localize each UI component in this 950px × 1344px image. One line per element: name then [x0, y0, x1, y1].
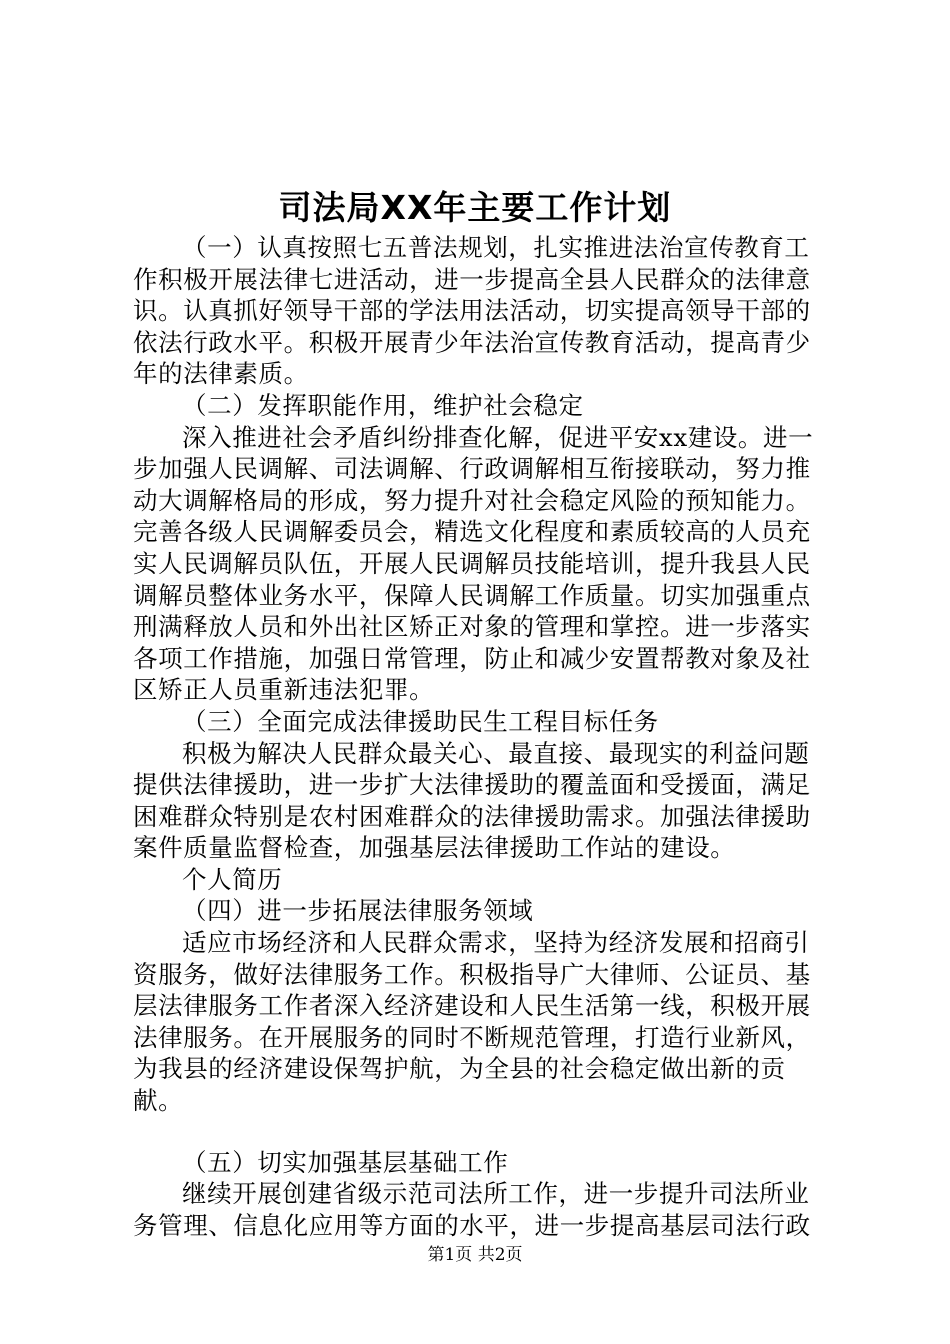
section-heading-2: （二）发挥职能作用，维护社会稳定 [182, 390, 584, 420]
paragraph-4: 适应市场经济和人民群众需求，坚持为经济发展和招商引资服务，做好法律服务工作。积极指导广大律师、公证员、基层法律服务工作者深入经济建设和人民生活第一线，积极开展法律服务。在开展服务的同时不断规范管理，打造行业新风，为我县的经济建设保驾护航，为全县的社会稳定做出新的贡献。 [133, 928, 811, 1116]
section-heading-4: （四）进一步拓展法律服务领域 [182, 896, 534, 926]
paragraph-2: 深入推进社会矛盾纠纷排查化解，促进平安xx建设。进一步加强人民调解、司法调解、行政调解相互衔接联动，努力推动大调解格局的形成，努力提升对社会稳定风险的预知能力。完善各级人民调解委员会，精选文化程度和素质较高的人员充实人民调解员队伍，开展人民调解员技能培训，提升我县人民调解员整体业务水平，保障人民调解工作质量。切实加强重点刑满释放人员和外出社区矫正对象的管理和掌控。进一步落实各项工作措施，加强日常管理，防止和减少安置帮教对象及社区矫正人员重新违法犯罪。 [133, 422, 814, 705]
paragraph-1: （一）认真按照七五普法规划，扎实推进法治宣传教育工作积极开展法律七进活动，进一步提高全县人民群众的法律意识。认真抓好领导干部的学法用法活动，切实提高领导干部的依法行政水平。积极开展青少年法治宣传教育活动，提高青少年的法律素质。 [133, 233, 811, 389]
paragraph-gap [133, 1117, 833, 1147]
paragraph-3: 积极为解决人民群众最关心、最直接、最现实的利益问题提供法律援助，进一步扩大法律援助的覆盖面和受援面，满足困难群众特别是农村困难群众的法律援助需求。加强法律援助案件质量监督检查，加强基层法律援助工作站的建设。 [133, 738, 811, 863]
resume-link-text: 个人简历 [182, 864, 283, 894]
section-heading-3: （三）全面完成法律援助民生工程目标任务 [182, 706, 659, 736]
document-body [133, 232, 833, 1241]
document-title: 司法局XX年主要工作计划 [278, 188, 672, 227]
page-footer: 第1页 共2页 [427, 1245, 523, 1265]
paragraph-5: 继续开展创建省级示范司法所工作，进一步提升司法所业务管理、信息化应用等方面的水平，进一步提高基层司法行政 [133, 1179, 811, 1240]
section-heading-5: （五）切实加强基层基础工作 [182, 1147, 509, 1177]
